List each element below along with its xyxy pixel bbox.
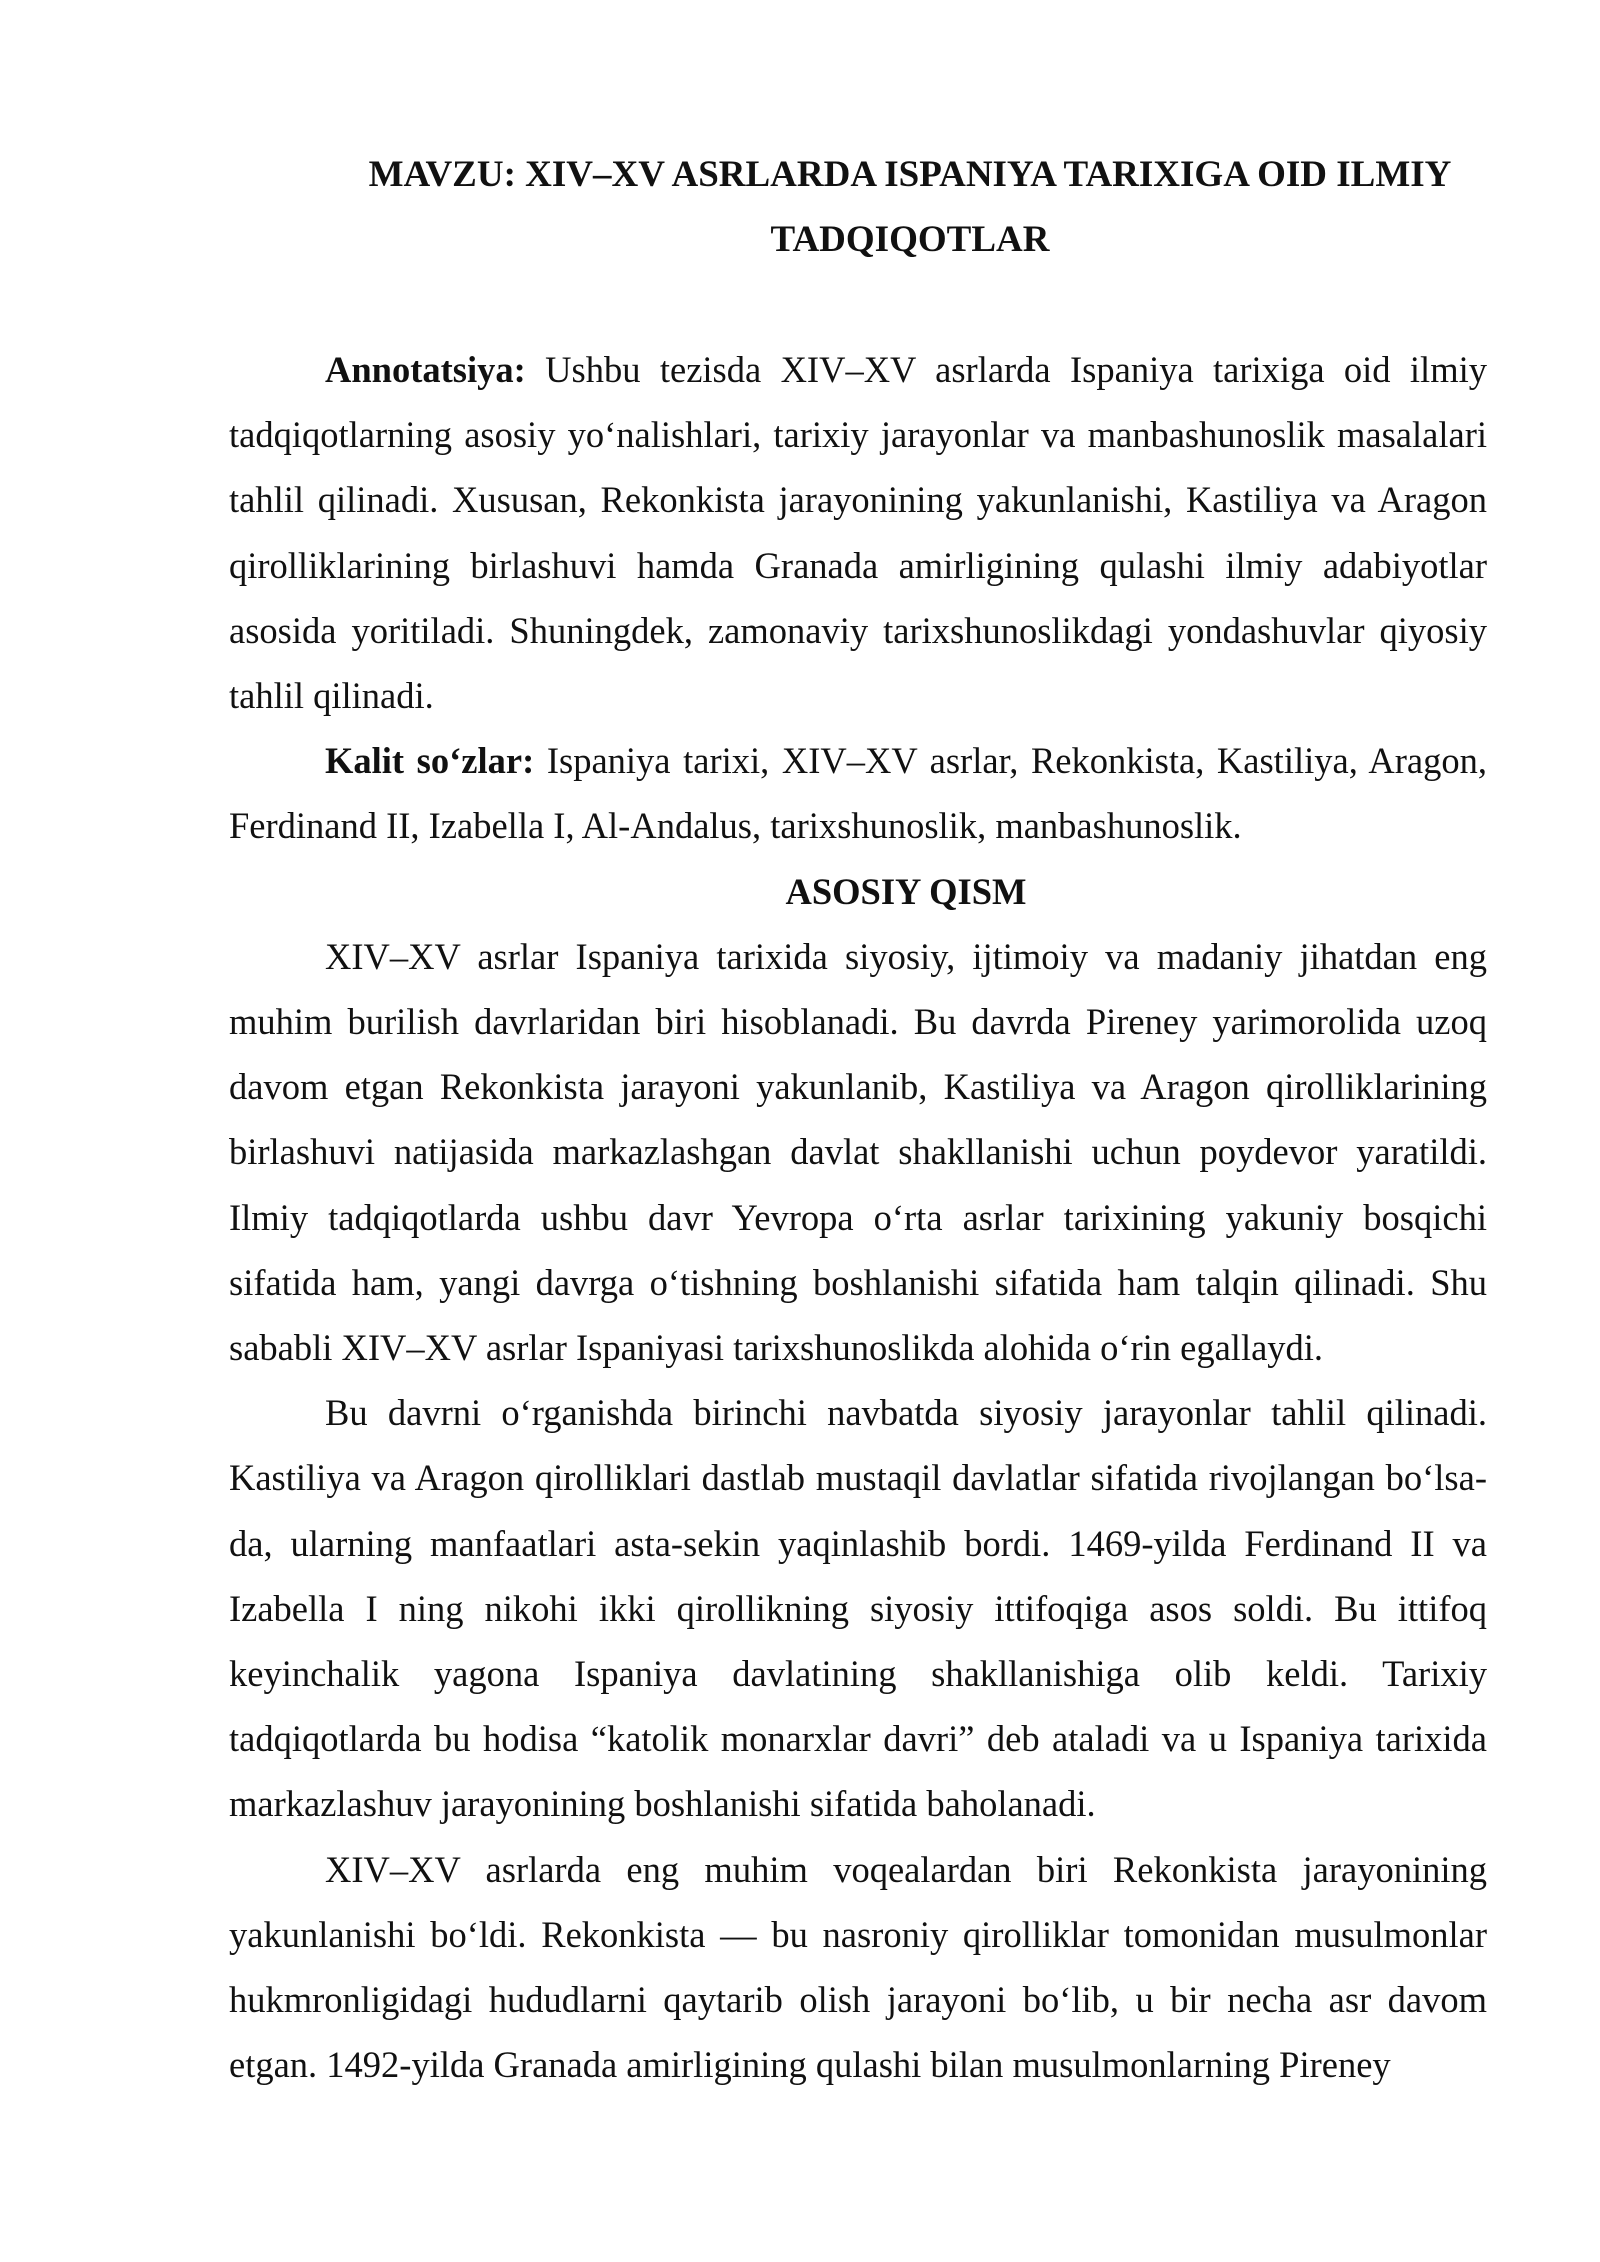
keywords-paragraph — [229, 728, 1487, 858]
annotation-paragraph — [229, 337, 1487, 728]
keywords-text: Ispaniya tarixi, XIV–XV asrlar, Rekonkista, Kastiliya, Aragon, Ferdinand II, Izabella I, Al-Andalus, tarixshunoslik, manbashunoslik. — [229, 740, 1488, 847]
document-title — [340, 142, 1480, 272]
body-paragraph: XIV–XV asrlarda eng muhim voqealardan biri Rekonkista jarayonining yakunlanishi bo‘ldi. Rekonkista — bu nasroniy qirolliklar tomonidan musulmonlar hukmronligidagi hududlarni qaytarib olish jarayoni bo‘lib, u bir necha asr davom etgan. 1492-yilda Granada amirligining qulashi bilan musulmonlarning Pireney — [229, 1848, 1487, 2086]
title-line-2: TADQIQOTLAR — [770, 219, 1050, 260]
document-body — [229, 337, 1487, 2097]
body-paragraph: Bu davrni o‘rganishda birinchi navbatda siyosiy jarayonlar tahlil qilinadi. Kastiliya va Aragon qirolliklari dastlab mustaqil davlatlar sifatida rivojlangan bo‘lsa-da, ularning manfaatlari asta-sekin yaqinlashib bordi. 1469-yilda Ferdinand II va Izabella I ning nikohi ikki qirollikning siyosiy ittifoqiga asos soldi. Bu ittifoq keyinchalik yagona Ispaniya davlatining shakllanishiga olib keldi. Tarixiy tadqiqotlarda bu hodisa “katolik monarxlar davri” deb ataladi va u Ispaniya tarixida markazlashuv jarayonining boshlanishi sifatida baholanadi. — [229, 1392, 1487, 1825]
annotation-label: Annotatsiya: — [325, 349, 526, 390]
keywords-label: Kalit so‘zlar: — [325, 740, 535, 782]
body-paragraph: XIV–XV asrlar Ispaniya tarixida siyosiy, ijtimoiy va madaniy jihatdan eng muhim burilish davrlaridan biri hisoblanadi. Bu davrda Pireney yarimorolida uzoq davom etgan Rekonkista jarayoni yakunlanib, Kastiliya va Aragon qirolliklarining birlashuvi natijasida markazlashgan davlat shakllanishi uchun poydevor yaratildi. Ilmiy tadqiqotlarda ushbu davr Yevropa o‘rta asrlar tarixining yakuniy bosqichi sifatida ham, yangi davrga o‘tishning boshlanishi sifatida ham talqin qilinadi. Shu sababli XIV–XV asrlar Ispaniyasi tarixshunoslikda alohida o‘rin egallaydi. — [229, 935, 1487, 1369]
title-line-1: MAVZU: XIV–XV ASRLARDA ISPANIYA TARIXIGA OID ILMIY — [368, 154, 1452, 195]
annotation-text: Ushbu tezisda XIV–XV asrlarda Ispaniya tarixiga oid ilmiy tadqiqotlarning asosiy yo‘nalishlari, tarixiy jarayonlar va manbashunoslik masalalari tahlil qilinadi. Xususan, Rekonkista jarayonining yakunlanishi, Kastiliya va Aragon qirolliklarining birlashuvi hamda Granada amirligining qulashi ilmiy adabiyotlar asosida yoritiladi. Shuningdek, zamonaviy tarixshunoslikdagi yondashuvlar qiyosiy tahlil qilinadi. — [229, 349, 1487, 717]
section-heading: ASOSIY QISM — [785, 870, 1027, 912]
